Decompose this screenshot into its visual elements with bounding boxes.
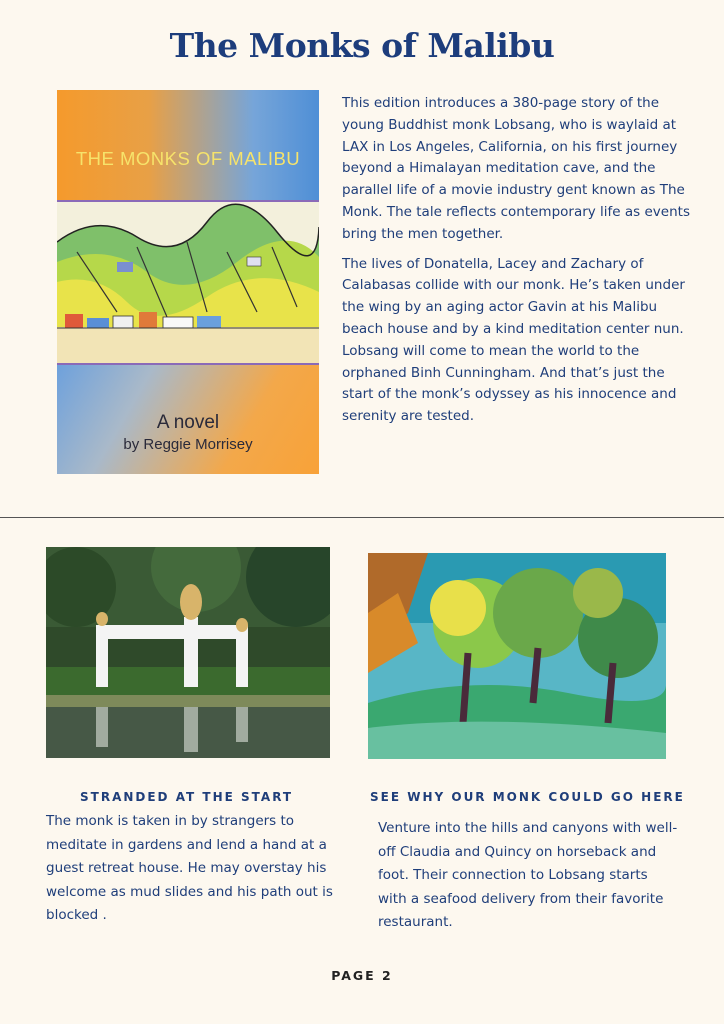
- cover-top-band: [57, 90, 319, 200]
- cover-painting: [57, 200, 319, 365]
- page-title: The Monks of Malibu: [169, 26, 555, 65]
- cover-author: by Reggie Morrisey: [123, 436, 253, 453]
- section2-heading: SEE WHY OUR MONK COULD GO HERE: [370, 790, 685, 804]
- section2-text: Venture into the hills and canyons with well-off Claudia and Quincy on horseback and foot. Their connection to Lobsang starts with a seafood delivery from their favorite restaurant.: [378, 820, 678, 930]
- page-number: PAGE 2: [331, 968, 393, 983]
- intro-text: [342, 93, 692, 436]
- section-divider: [0, 517, 724, 518]
- intro-paragraph-2: The lives of Donatella, Lacey and Zachary of Calabasas collide with our monk. He’s taken under the wing by an aging actor Gavin at his Malibu beach house and by a kind meditation center nun. Lobsang will come to mean the world to the orphaned Binh Cunningham. And that’s just the start of the monk’s odyssey as his innocence and serenity are tested.: [342, 255, 685, 425]
- section1-heading: STRANDED AT THE START: [80, 790, 294, 804]
- cover-title: THE MONKS OF MALIBU: [75, 148, 301, 169]
- garden-gate-photo: [46, 547, 330, 758]
- section1-text: The monk is taken in by strangers to meditate in gardens and lend a hand at a guest retreat house. He may overstay his welcome as mud slides and his path out is blocked .: [46, 813, 333, 923]
- intro-paragraph-1: This edition introduces a 380-page story of the young Buddhist monk Lobsang, who is waylaid at LAX in Los Angeles, California, on his first journey beyond a Himalayan meditation cave, and the parallel life of a movie industry gent known as The Monk. The tale reflects contemporary life as events bring the men together.: [342, 95, 690, 242]
- cover-subtitle: A novel: [156, 412, 220, 433]
- trees-painting: [368, 553, 666, 759]
- book-cover: [57, 90, 319, 474]
